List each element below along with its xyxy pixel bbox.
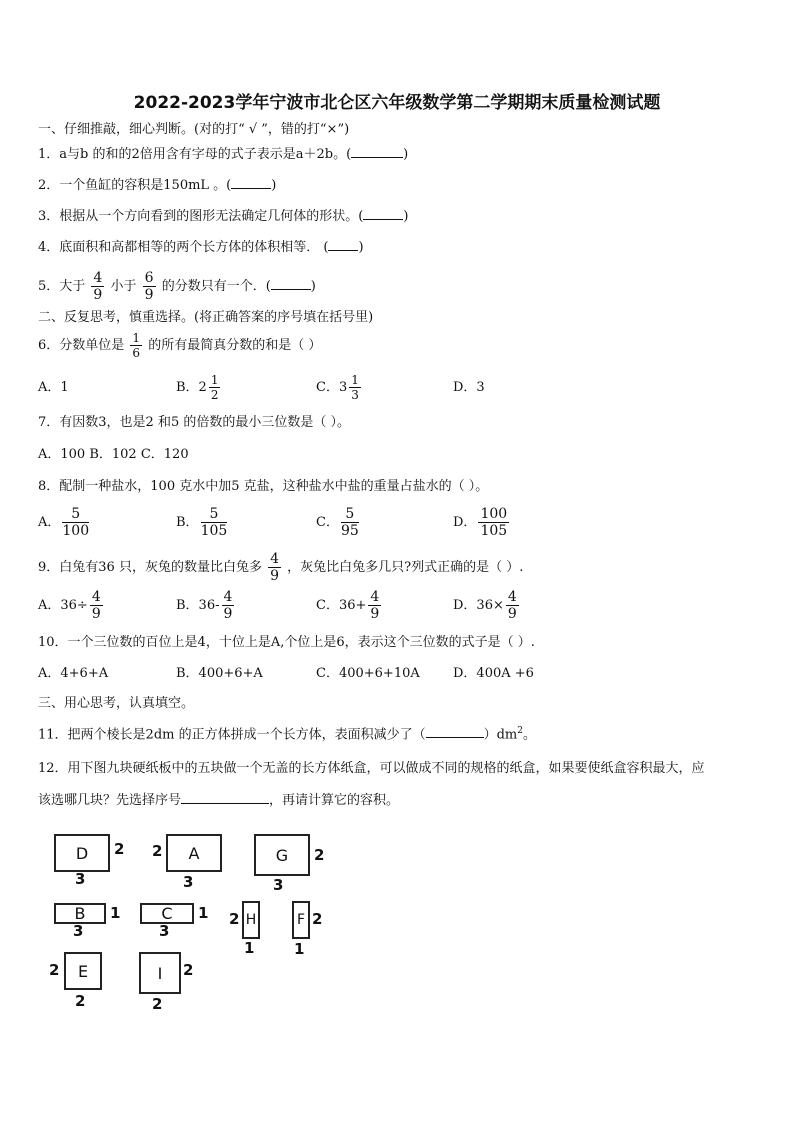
answer-blank-5[interactable] (271, 275, 311, 290)
q8-option-c[interactable]: C． $\frac{5}{95}$ (316, 506, 359, 539)
answer-blank-12[interactable] (181, 789, 269, 804)
answer-blank-4[interactable] (328, 236, 358, 251)
q9-option-c[interactable]: C．36+ $\frac{4}{9}$ (316, 589, 380, 622)
page-title: 2022-2023学年宁波市北仑区六年级数学第二学期期末质量检测试题 (133, 93, 661, 113)
question-12-line-1: 12．用下图九块硬纸板中的五块做一个无盖的长方体纸盒，可以做成不同的规格的纸盒，如果要使纸盒容积最大，应 (38, 761, 705, 776)
answer-blank-2[interactable] (231, 174, 271, 189)
question-4: 4．底面积和高都相等的两个长方体的体积相等． ( ) (38, 236, 364, 258)
piece-c: C (140, 903, 194, 924)
question-2-text: 2．一个鱼缸的容积是150mL 。( (38, 178, 232, 193)
piece-i: I (139, 952, 181, 994)
q6-option-b[interactable]: B．2 $\frac{1}{2}$ (176, 373, 219, 402)
section-1-heading: 一、仔细推敲，细心判断。(对的打“ √ ”，错的打“×”) (38, 122, 350, 137)
fraction-4-9: $\frac{4}{9}$ (93, 270, 103, 303)
fraction-6-9: $\frac{6}{9}$ (144, 270, 154, 303)
q10-option-b[interactable]: B．400+6+A (176, 666, 263, 681)
piece-b: B (54, 903, 106, 924)
q8-option-d[interactable]: D． $\frac{100}{105}$ (453, 506, 508, 539)
answer-blank-3[interactable] (363, 205, 403, 220)
question-3-text: 3．根据从一个方向看到的图形无法确定几何体的形状。( (38, 209, 364, 224)
question-11: 11．把两个棱长是2dm 的正方体拼成一个长方体，表面积减少了（ ）$dm^2$。 (38, 720, 536, 742)
q6-option-a[interactable]: A．1 (38, 380, 69, 395)
q9-option-d[interactable]: D．36× $\frac{4}{9}$ (453, 589, 517, 622)
answer-blank-1[interactable] (351, 143, 403, 158)
question-1-text: 1．a与b 的和的2倍用含有字母的式子表示是a＋2b。( (38, 147, 352, 162)
question-1: 1．a与b 的和的2倍用含有字母的式子表示是a＋2b。( ) (38, 143, 408, 165)
q6-option-d[interactable]: D．3 (453, 380, 485, 395)
q8-option-a[interactable]: A． $\frac{5}{100}$ (38, 506, 90, 539)
piece-e: E (64, 952, 102, 990)
q6-option-c[interactable]: C．3 $\frac{1}{3}$ (316, 373, 359, 402)
question-3: 3．根据从一个方向看到的图形无法确定几何体的形状。( ) (38, 205, 408, 227)
piece-g: G (254, 834, 310, 876)
question-2: 2．一个鱼缸的容积是150mL 。( ) (38, 174, 276, 196)
question-9: 9．白兔有36 只，灰兔的数量比白兔多 $\frac{4}{9}$ ，灰兔比白兔多几只?列式正确的是（ ）. (38, 551, 524, 584)
question-4-text: 4．底面积和高都相等的两个长方体的体积相等． ( (38, 240, 329, 255)
q9-option-a[interactable]: A．36÷ $\frac{4}{9}$ (38, 589, 101, 622)
answer-blank-11[interactable] (426, 723, 484, 738)
question-10: 10．一个三位数的百位上是4，十位上是A,个位上是6，表示这个三位数的式子是（ ）. (38, 635, 535, 650)
q10-option-c[interactable]: C．400+6+10A (316, 666, 420, 681)
fraction-1-6: $\frac{1}{6}$ (132, 331, 141, 360)
piece-h: H (242, 901, 260, 939)
piece-a: A (166, 834, 222, 872)
question-7: 7．有因数3，也是2 和5 的倍数的最小三位数是（ ）。 (38, 415, 350, 430)
q7-options[interactable]: A．100 B．102 C．120 (38, 447, 189, 462)
q8-option-b[interactable]: B． $\frac{5}{105}$ (176, 506, 228, 539)
q10-option-d[interactable]: D．400A +6 (453, 666, 534, 681)
piece-d: D (54, 834, 110, 872)
question-6: 6．分数单位是 $\frac{1}{6}$ 的所有最简真分数的和是（ ） (38, 331, 322, 360)
q9-option-b[interactable]: B．36- $\frac{4}{9}$ (176, 589, 233, 622)
question-5: 5．大于 $\frac{4}{9}$ 小于 $\frac{6}{9}$ 的分数只有一个．( ) (38, 270, 316, 303)
question-8: 8．配制一种盐水，100 克水中加5 克盐，这种盐水中盐的重量占盐水的（ ）。 (38, 479, 489, 494)
q10-option-a[interactable]: A．4+6+A (38, 666, 109, 681)
fraction-4-9: $\frac{4}{9}$ (270, 551, 280, 584)
question-12-line-2: 该选哪几块？先选择序号 ，再请计算它的容积。 (38, 789, 399, 811)
piece-f: F (292, 901, 310, 939)
section-3-heading: 三、用心思考，认真填空。 (38, 696, 195, 711)
section-2-heading: 二、反复思考，慎重选择。(将正确答案的序号填在括号里) (38, 310, 374, 325)
